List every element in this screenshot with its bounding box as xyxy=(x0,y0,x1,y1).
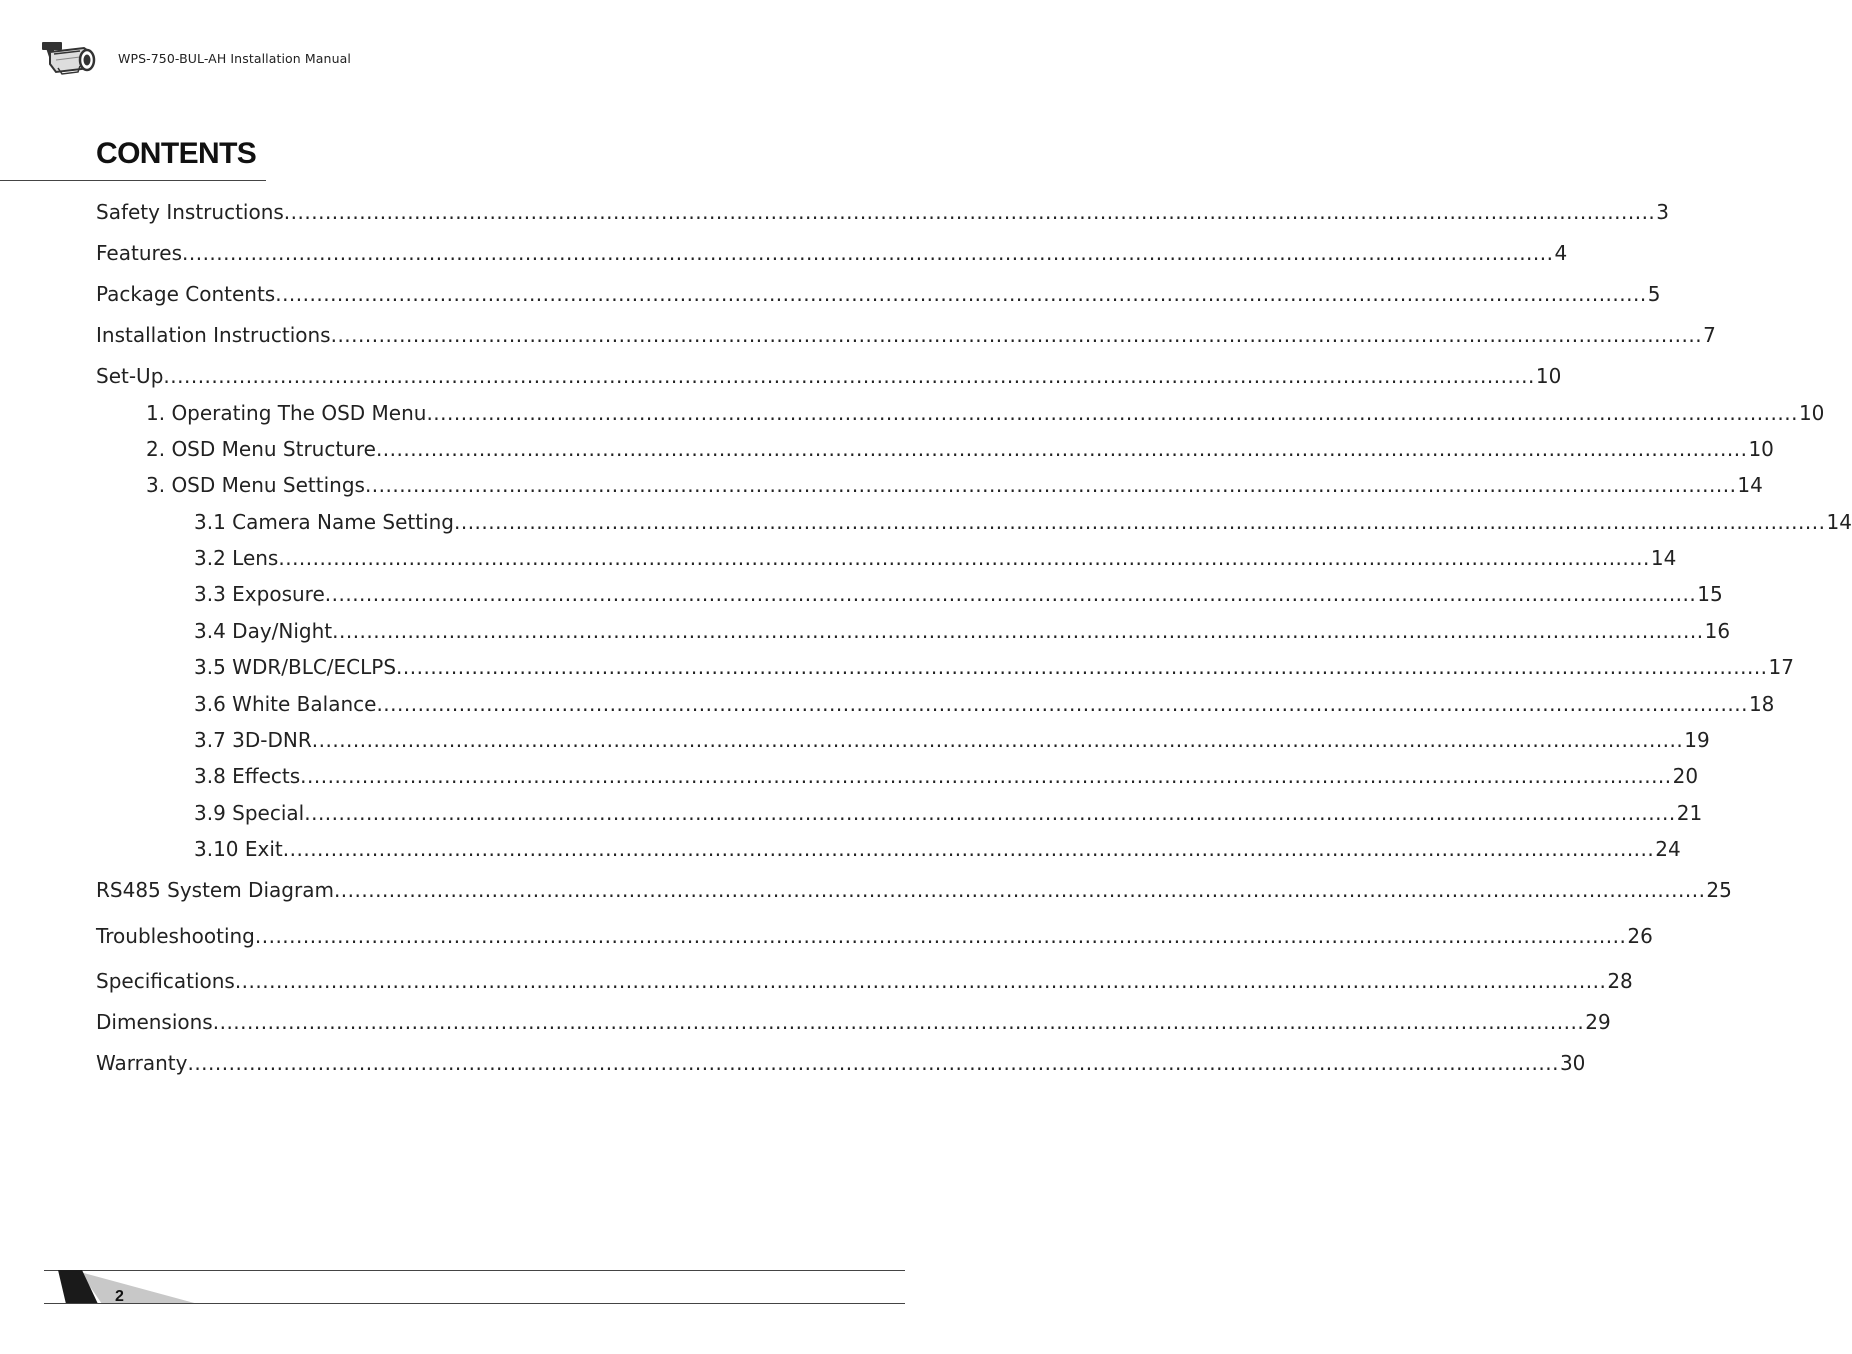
toc-page-number: 10 xyxy=(1748,437,1774,461)
toc-entry[interactable] xyxy=(96,241,1568,267)
toc-dot-leader: ........................................................................................................................................................................................................ xyxy=(311,728,1684,752)
toc-entry-title: Package Contents xyxy=(96,282,276,306)
toc-page-number: 15 xyxy=(1697,582,1723,606)
toc-page-number: 26 xyxy=(1627,924,1653,948)
toc-entry[interactable] xyxy=(96,323,1716,349)
toc-page-number: 30 xyxy=(1559,1051,1586,1075)
toc-entry[interactable] xyxy=(96,200,1670,226)
toc-dot-leader: ........................................................................................................................................................................................................ xyxy=(453,510,1826,534)
toc-entry[interactable] xyxy=(96,364,1562,390)
page-number: 2 xyxy=(115,1288,124,1305)
toc-page-number: 20 xyxy=(1672,764,1699,788)
toc-entry[interactable] xyxy=(194,764,1699,790)
toc-page-number: 4 xyxy=(1554,241,1568,265)
toc-dot-leader: ........................................................................................................................................................................................................ xyxy=(375,437,1748,461)
toc-entry-title: Warranty xyxy=(96,1051,188,1075)
toc-entry-title: RS485 System Diagram xyxy=(96,878,334,902)
toc-page-number: 29 xyxy=(1585,1010,1611,1034)
toc-dot-leader: ........................................................................................................................................................................................................ xyxy=(396,655,1768,679)
toc-page-number: 28 xyxy=(1607,969,1633,993)
toc-entry-title: Dimensions xyxy=(96,1010,213,1034)
toc-dot-leader: ........................................................................................................................................................................................................ xyxy=(304,801,1676,825)
toc-entry[interactable] xyxy=(96,969,1633,995)
toc-page-number: 21 xyxy=(1676,801,1703,825)
toc-entry-title: 3.9 Special xyxy=(194,801,305,825)
toc-entry[interactable] xyxy=(96,1010,1611,1036)
camera-icon xyxy=(40,38,98,78)
toc-page-number: 10 xyxy=(1535,364,1562,388)
toc-entry-title: 3.2 Lens xyxy=(194,546,279,570)
toc-entry-title: 2. OSD Menu Structure xyxy=(146,437,376,461)
toc-dot-leader: ........................................................................................................................................................................................................ xyxy=(254,924,1627,948)
toc-entry-title: 3.7 3D-DNR xyxy=(194,728,312,752)
toc-dot-leader: ........................................................................................................................................................................................................ xyxy=(182,241,1554,265)
toc-entry-title: Set-Up xyxy=(96,364,164,388)
toc-entry-title: Troubleshooting xyxy=(96,924,255,948)
toc-entry[interactable] xyxy=(146,473,1763,499)
toc-dot-leader: ........................................................................................................................................................................................................ xyxy=(283,200,1656,224)
toc-entry-title: 3.4 Day/Night xyxy=(194,619,333,643)
toc-entry-title: Features xyxy=(96,241,182,265)
toc-dot-leader: ........................................................................................................................................................................................................ xyxy=(275,282,1647,306)
toc-entry[interactable] xyxy=(194,619,1731,645)
toc-dot-leader: ........................................................................................................................................................................................................ xyxy=(300,764,1672,788)
toc-entry[interactable] xyxy=(96,1051,1586,1077)
toc-entry-title: 3.5 WDR/BLC/ECLPS xyxy=(194,655,397,679)
toc-dot-leader: ........................................................................................................................................................................................................ xyxy=(330,323,1703,347)
toc-entry[interactable] xyxy=(194,582,1723,608)
toc-entry[interactable] xyxy=(96,924,1653,950)
toc-entry[interactable] xyxy=(194,728,1710,754)
toc-entry[interactable] xyxy=(194,510,1852,536)
toc-page-number: 3 xyxy=(1656,200,1670,224)
toc-dot-leader: ........................................................................................................................................................................................................ xyxy=(163,364,1535,388)
toc-entry-title: 3.3 Exposure xyxy=(194,582,325,606)
toc-page-number: 25 xyxy=(1706,878,1732,902)
toc-entry-title: Specifications xyxy=(96,969,235,993)
toc-entry[interactable] xyxy=(194,837,1681,863)
toc-entry[interactable] xyxy=(146,437,1774,463)
toc-entry[interactable] xyxy=(194,546,1677,572)
toc-page-number: 16 xyxy=(1704,619,1731,643)
toc-entry-title: 1. Operating The OSD Menu xyxy=(146,401,427,425)
toc-entry[interactable] xyxy=(194,692,1775,718)
toc-page-number: 7 xyxy=(1703,323,1716,347)
toc-page-number: 10 xyxy=(1798,401,1825,425)
heading-divider xyxy=(0,180,266,181)
toc-entry[interactable] xyxy=(96,878,1732,904)
toc-dot-leader: ........................................................................................................................................................................................................ xyxy=(278,546,1650,570)
toc-page-number: 19 xyxy=(1684,728,1710,752)
toc-entry[interactable] xyxy=(146,401,1825,427)
toc-page-number: 18 xyxy=(1748,692,1775,716)
toc-entry-title: 3. OSD Menu Settings xyxy=(146,473,365,497)
toc-dot-leader: ........................................................................................................................................................................................................ xyxy=(212,1010,1585,1034)
toc-page-number: 5 xyxy=(1647,282,1661,306)
toc-entry[interactable] xyxy=(194,801,1703,827)
toc-page-number: 14 xyxy=(1826,510,1852,534)
toc-entry[interactable] xyxy=(96,282,1661,308)
toc-page-number: 24 xyxy=(1655,837,1681,861)
toc-dot-leader: ........................................................................................................................................................................................................ xyxy=(282,837,1655,861)
toc-entry-title: 3.6 White Balance xyxy=(194,692,377,716)
footer-divider-bottom xyxy=(44,1303,905,1304)
toc-entry-title: Installation Instructions xyxy=(96,323,331,347)
toc-entry-title: 3.10 Exit xyxy=(194,837,283,861)
toc-dot-leader: ........................................................................................................................................................................................................ xyxy=(376,692,1748,716)
footer-tab-graphic xyxy=(58,1270,198,1304)
toc-page-number: 17 xyxy=(1768,655,1794,679)
toc-dot-leader: ........................................................................................................................................................................................................ xyxy=(324,582,1697,606)
page-title: CONTENTS xyxy=(96,137,257,170)
toc-page-number: 14 xyxy=(1650,546,1677,570)
toc-dot-leader: ........................................................................................................................................................................................................ xyxy=(364,473,1737,497)
manual-title: WPS-750-BUL-AH Installation Manual xyxy=(118,51,351,66)
toc-dot-leader: ........................................................................................................................................................................................................ xyxy=(332,619,1704,643)
toc-page-number: 14 xyxy=(1737,473,1763,497)
toc-dot-leader: ........................................................................................................................................................................................................ xyxy=(187,1051,1559,1075)
toc-entry-title: 3.8 Effects xyxy=(194,764,301,788)
toc-dot-leader: ........................................................................................................................................................................................................ xyxy=(234,969,1607,993)
toc-entry-title: 3.1 Camera Name Setting xyxy=(194,510,454,534)
toc-entry[interactable] xyxy=(194,655,1794,681)
toc-entry-title: Safety Instructions xyxy=(96,200,284,224)
toc-dot-leader: ........................................................................................................................................................................................................ xyxy=(333,878,1706,902)
toc-dot-leader: ........................................................................................................................................................................................................ xyxy=(426,401,1798,425)
